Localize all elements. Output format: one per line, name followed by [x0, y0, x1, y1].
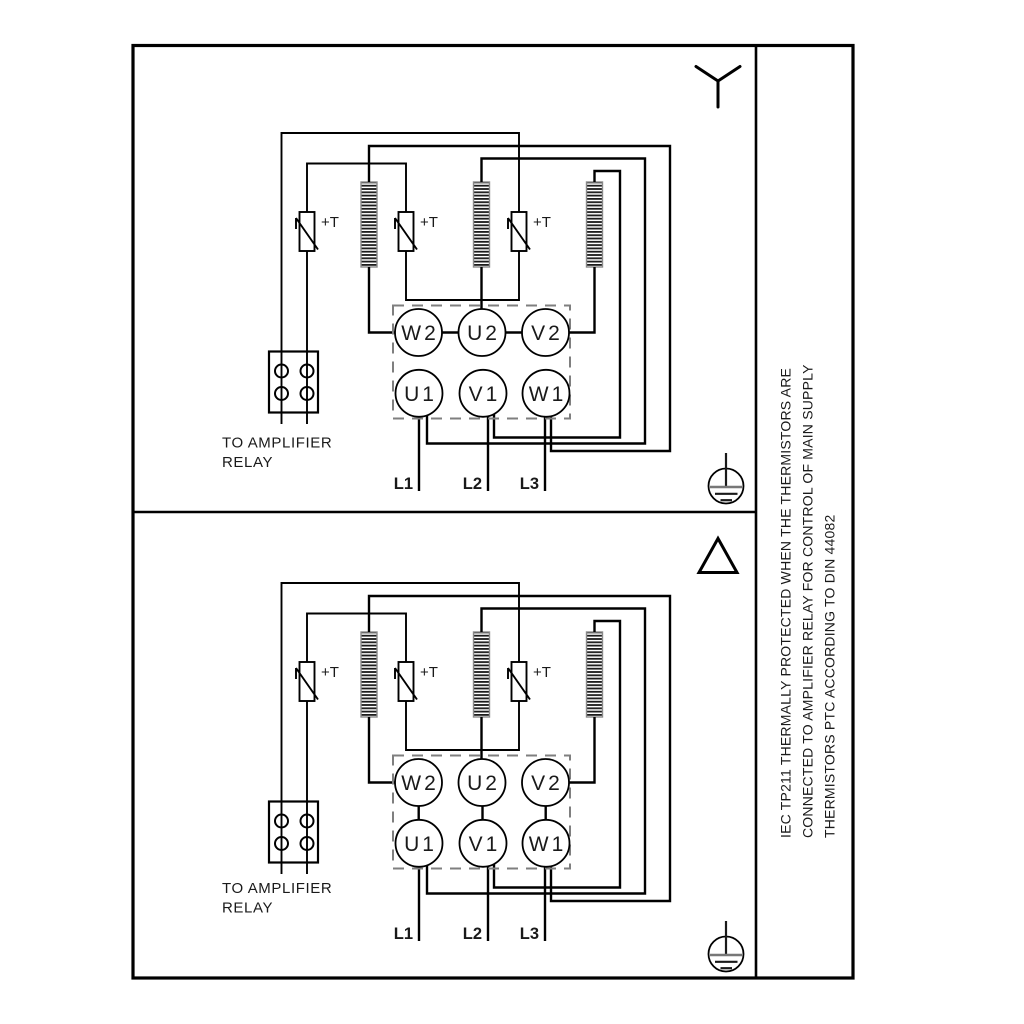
star-connection-icon	[696, 67, 740, 108]
motor-winding-v	[587, 632, 603, 717]
wire-thermistor3-to-thermistor2	[406, 701, 519, 750]
wire-thermistor3-to-thermistor2	[406, 251, 519, 300]
motor-winding-w	[361, 632, 377, 717]
supply-label-l2: L2	[462, 475, 482, 493]
thermistor-3	[508, 662, 551, 701]
relay-caption-line2: RELAY	[222, 454, 274, 471]
supply-label-l1: L1	[393, 925, 413, 943]
wire-windingA-to-W2	[369, 717, 395, 783]
terminal-label-v1: V1	[468, 382, 501, 406]
delta-connection-panel	[222, 539, 744, 972]
terminal-label-v1: V1	[468, 832, 501, 856]
terminal-label-u1: U1	[404, 382, 437, 406]
wire-thermistor2-to-thermistor1	[307, 614, 406, 663]
wire-windingC-to-V2	[569, 717, 595, 783]
thermistor-1	[296, 212, 339, 251]
thermistor-body	[300, 662, 315, 701]
thermistor-3	[508, 212, 551, 251]
motor-winding-w	[361, 182, 377, 267]
thermistor-body	[399, 662, 414, 701]
terminal-label-u1: U1	[404, 832, 437, 856]
terminal-label-w2: W2	[401, 322, 439, 345]
note-line-2: CONNECTED TO AMPLIFIER RELAY FOR CONTROL OF MAIN SUPPLY	[799, 364, 816, 838]
terminal-label-u2: U2	[467, 322, 500, 345]
terminal-label-u2: U2	[467, 772, 500, 795]
relay-box	[269, 802, 318, 863]
terminal-label-v2: V2	[531, 772, 563, 795]
note-line-1: IEC TP211 THERMALLY PROTECTED WHEN THE THERMISTORS ARE	[777, 367, 794, 838]
note-line-3: THERMISTORS PTC ACCORDING TO DIN 44082	[821, 514, 838, 838]
relay-caption-line2: RELAY	[222, 899, 274, 917]
thermistor-label: +T	[420, 664, 438, 681]
thermistor-2	[395, 212, 438, 251]
wire-thermistor2-to-thermistor1	[307, 164, 406, 213]
supply-label-l3: L3	[519, 925, 539, 943]
thermistor-2	[395, 662, 438, 701]
thermistor-body	[512, 212, 527, 251]
relay-box	[269, 352, 318, 413]
supply-label-l3: L3	[519, 475, 539, 493]
motor-winding-u	[474, 182, 490, 267]
amplifier-relay-terminals	[269, 352, 318, 413]
motor-winding-v	[587, 182, 603, 267]
note-column	[778, 364, 838, 838]
thermistor-label: +T	[533, 214, 551, 231]
thermistor-label: +T	[321, 214, 339, 231]
earth-ground-icon	[709, 921, 744, 972]
thermistor-label: +T	[420, 214, 438, 231]
terminal-label-w1: W1	[528, 382, 567, 406]
thermistor-label: +T	[321, 664, 339, 681]
terminal-label-v2: V2	[531, 322, 563, 345]
thermistor-label: +T	[533, 664, 551, 681]
thermistor-1	[296, 662, 339, 701]
terminal-label-w2: W2	[401, 772, 439, 795]
thermistor-body	[300, 212, 315, 251]
supply-label-l2: L2	[462, 925, 482, 943]
motor-winding-u	[474, 632, 490, 717]
thermistor-body	[512, 662, 527, 701]
star-connection-panel	[222, 67, 744, 504]
earth-ground-icon	[709, 453, 744, 504]
terminal-label-w1: W1	[528, 832, 567, 856]
wire-windingA-to-W2	[369, 267, 395, 333]
thermistor-body	[399, 212, 414, 251]
amplifier-relay-terminals	[269, 802, 318, 863]
relay-caption-line1: TO AMPLIFIER	[222, 880, 333, 897]
delta-connection-icon	[699, 539, 737, 573]
supply-label-l1: L1	[393, 475, 413, 493]
relay-caption-line1: TO AMPLIFIER	[222, 434, 333, 452]
wire-windingC-to-V2	[569, 267, 595, 333]
